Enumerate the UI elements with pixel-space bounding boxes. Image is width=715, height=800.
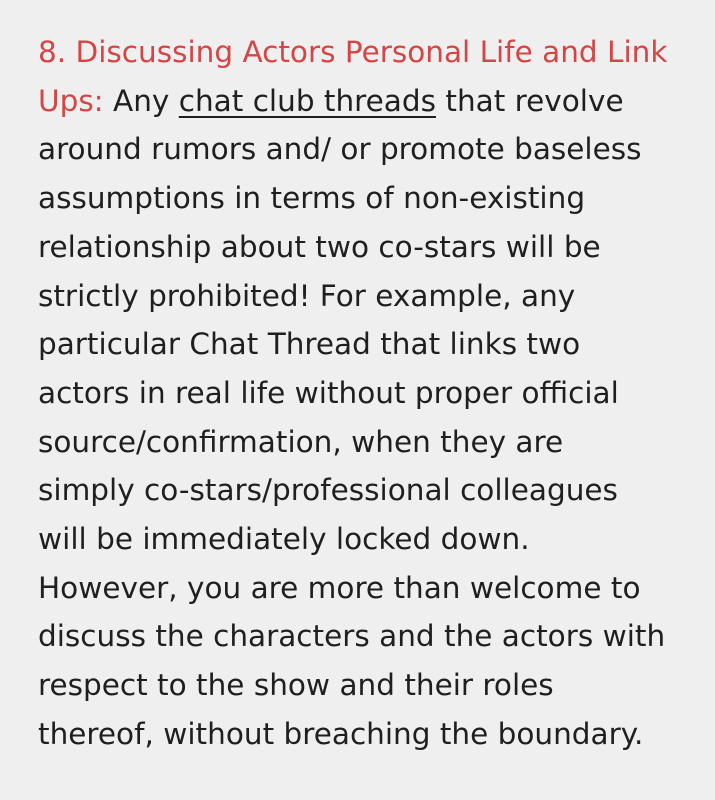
rule-body-line: thereof, without breaching the boundary. — [38, 716, 644, 751]
rule-line-2 — [38, 77, 703, 126]
rule-item-8 — [38, 28, 703, 759]
rule-heading-line-1: 8. Discussing Actors Personal Life and Link — [38, 35, 668, 69]
rule-body-line: strictly prohibited! For example, any — [38, 278, 576, 313]
rule-body-line: assumptions in terms of non-existing — [38, 181, 586, 216]
rule-body-line: However, you are more than welcome to — [38, 570, 641, 605]
rule-body-line: simply co-stars/professional colleagues — [38, 473, 618, 508]
chat-club-threads-link[interactable]: chat club threads — [178, 83, 436, 118]
rule-body-line: around rumors and/ or promote baseless — [38, 132, 642, 167]
rule-body-line: discuss the characters and the actors with — [38, 619, 666, 654]
rule-text-any: Any — [113, 83, 170, 118]
rule-body-line: will be immediately locked down. — [38, 522, 530, 557]
rule-body-line: particular Chat Thread that links two — [38, 327, 581, 362]
rule-body-line: actors in real life without proper official — [38, 375, 619, 410]
rule-body-line: relationship about two co-stars will be — [38, 229, 601, 264]
rule-heading-line-2: Ups: — [38, 83, 104, 118]
rule-body-line: source/confirmation, when they are — [38, 424, 564, 459]
rule-body-line: respect to the show and their roles — [38, 668, 554, 703]
rule-text-revolve: that revolve — [445, 83, 624, 118]
